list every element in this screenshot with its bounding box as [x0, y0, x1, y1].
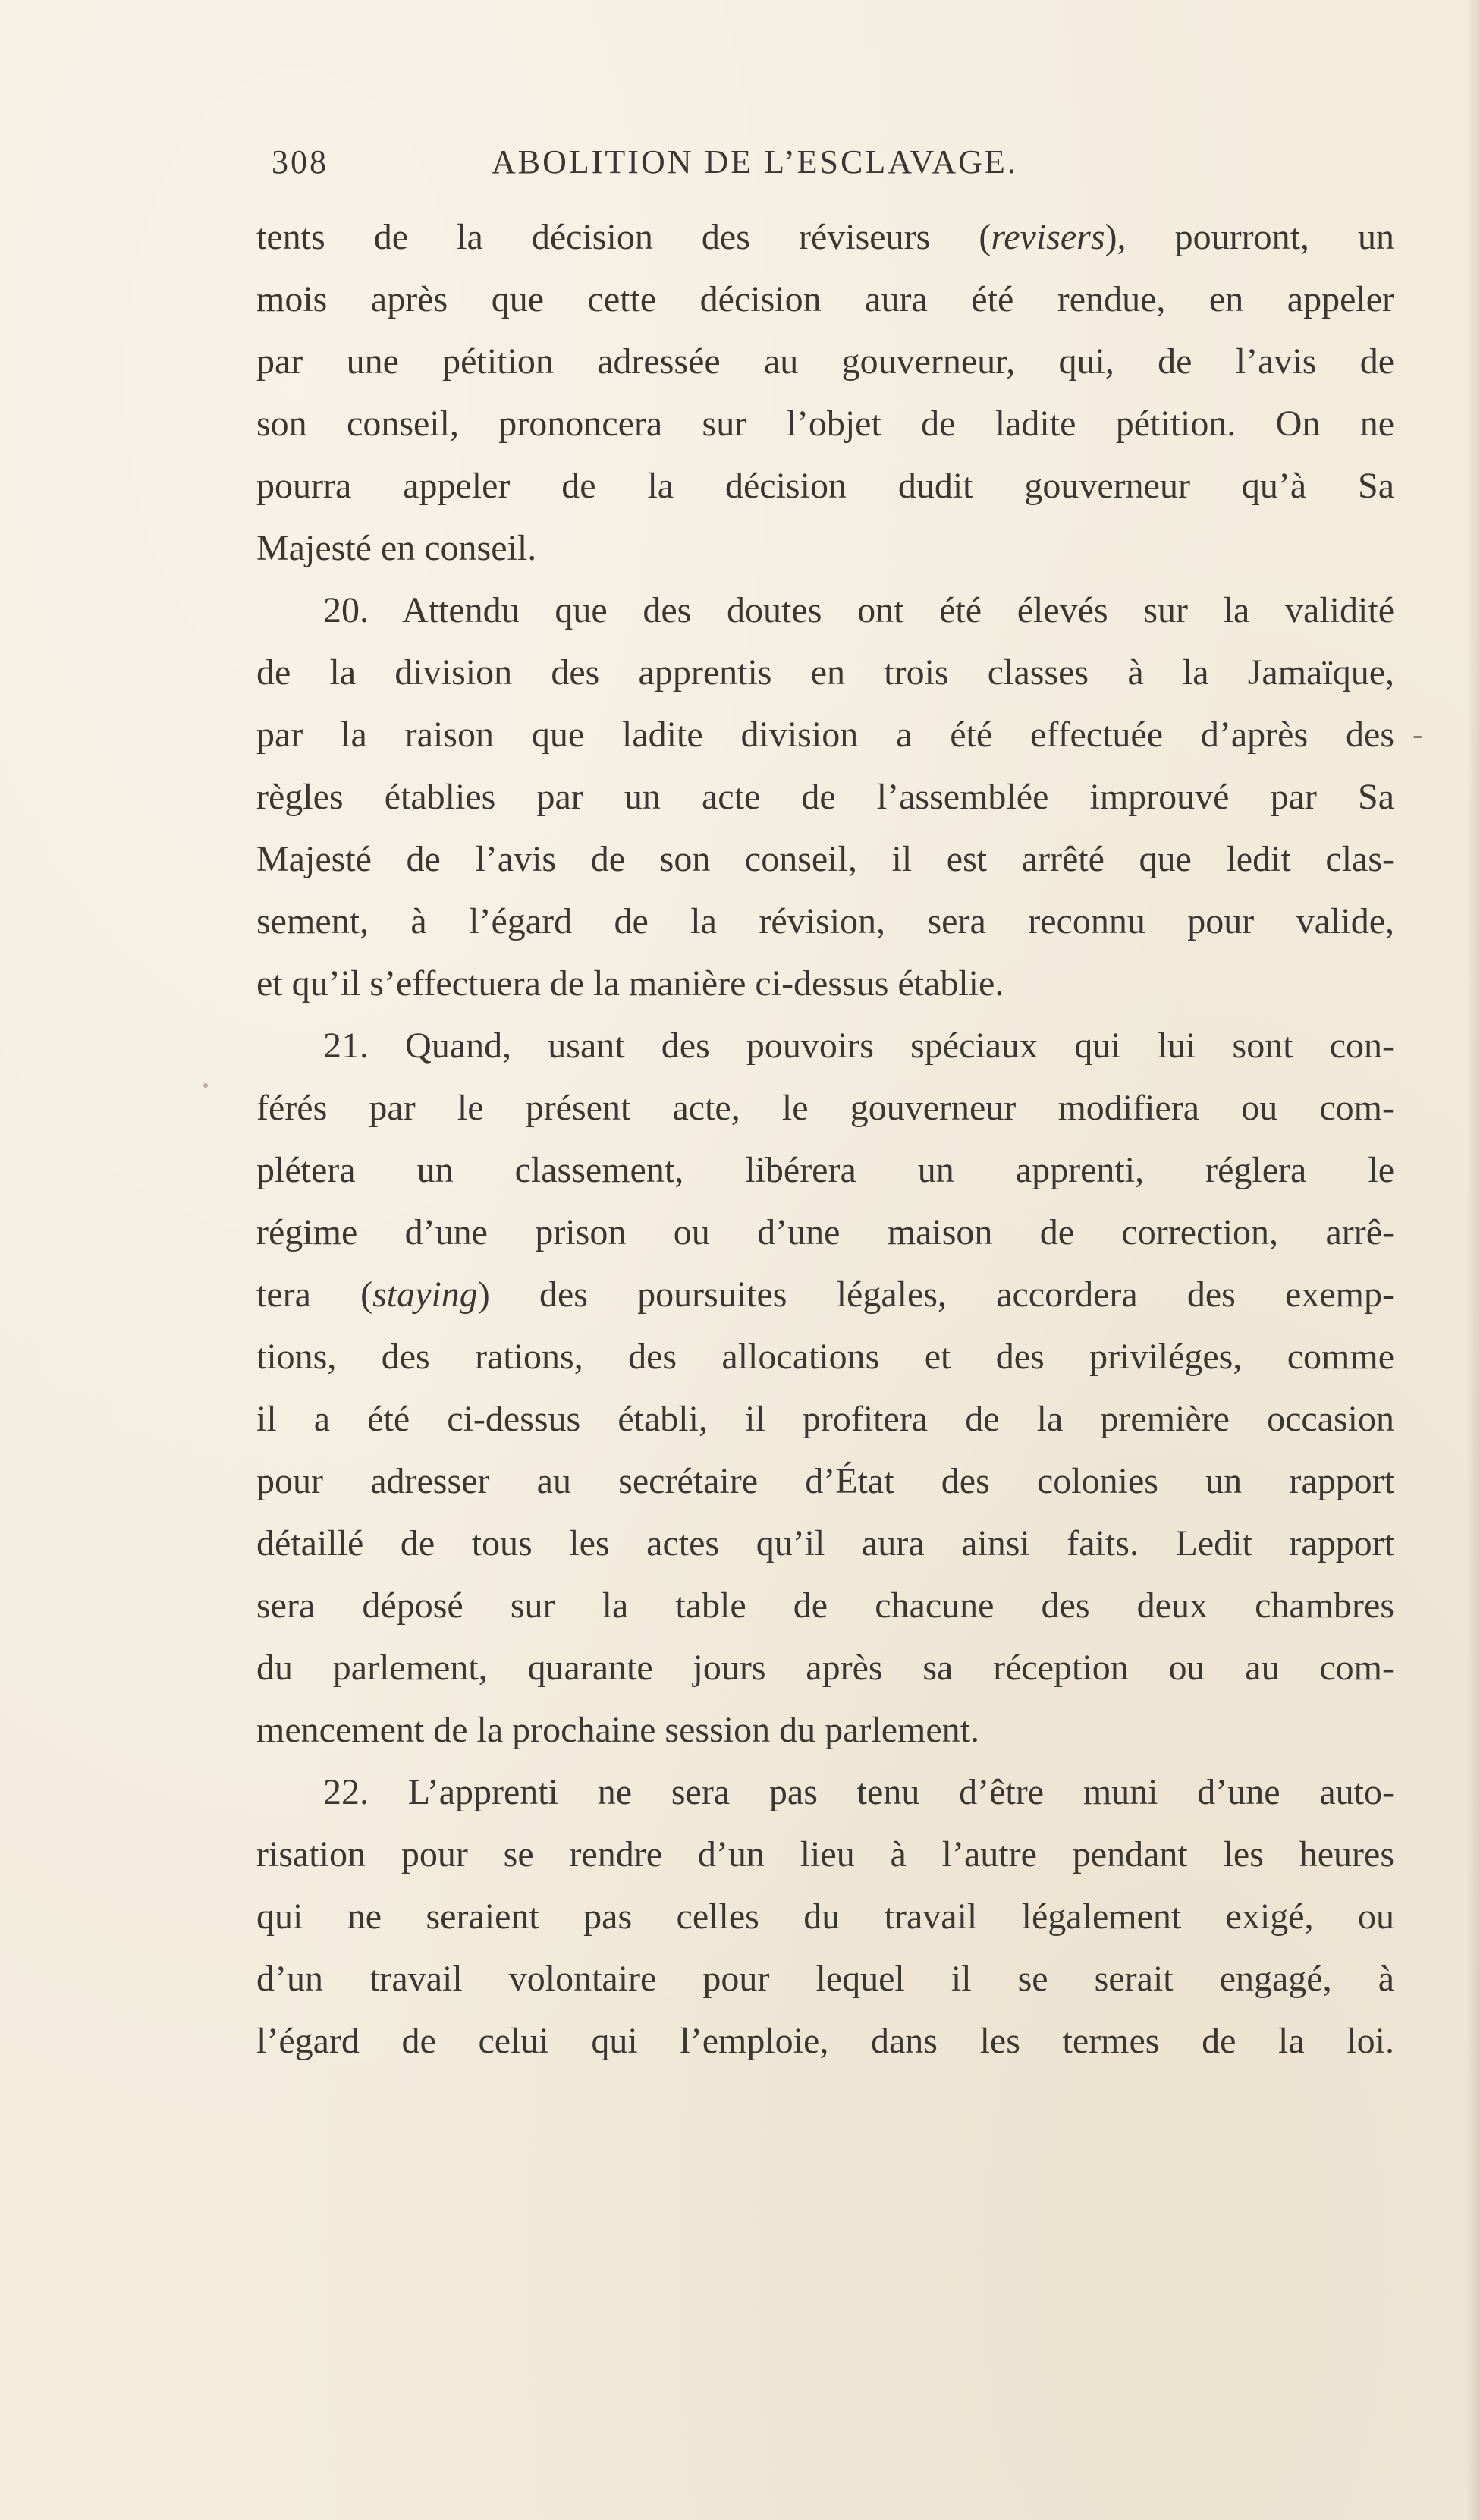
- text-line: et qu’il s’effectuera de la manière ci-dessus établie.: [256, 963, 1004, 1004]
- text-line: mencement de la prochaine session du parlement.: [256, 1710, 979, 1750]
- body-text: [256, 206, 1394, 2072]
- text-line: qui ne seraient pas celles du travail légalement exigé, ou: [256, 1896, 1394, 1937]
- text-line: par une pétition adressée au gouverneur, qui, de l’avis de: [256, 341, 1394, 382]
- text-line: du parlement, quarante jours après sa réception ou au com-: [256, 1648, 1394, 1688]
- text-line: pourra appeler de la décision dudit gouverneur qu’à Sa: [256, 466, 1394, 506]
- text-line: pour adresser au secrétaire d’État des colonies un rapport: [256, 1461, 1394, 1501]
- text-line: détaillé de tous les actes qu’il aura ainsi faits. Ledit rapport: [256, 1523, 1394, 1563]
- margin-speck: [203, 1083, 208, 1088]
- text-line: sement, à l’égard de la révision, sera reconnu pour valide,: [256, 901, 1394, 941]
- paragraph-20-start: 20. Attendu que des doutes ont été élevés sur la validité: [323, 590, 1394, 630]
- text-line: plétera un classement, libérera un apprenti, réglera le: [256, 1150, 1394, 1190]
- text-line: régime d’une prison ou d’une maison de correction, arrê-: [256, 1212, 1394, 1252]
- paragraph-22-start: 22. L’apprenti ne sera pas tenu d’être muni d’une auto-: [323, 1772, 1394, 1812]
- text-line: risation pour se rendre d’un lieu à l’autre pendant les heures: [256, 1834, 1394, 1874]
- text-line: tents de la décision des réviseurs (revisers), pourront, un: [256, 217, 1394, 257]
- text-line: Majesté de l’avis de son conseil, il est arrêté que ledit clas-: [256, 839, 1394, 879]
- text-line: il a été ci-dessus établi, il profitera de la première occasion: [256, 1399, 1394, 1439]
- running-title: ABOLITION DE L’ESCLAVAGE.: [492, 143, 1018, 181]
- text-line: Majesté en conseil.: [256, 528, 537, 568]
- text-line: sera déposé sur la table de chacune des deux chambres: [256, 1585, 1394, 1626]
- running-head: [272, 143, 1167, 188]
- text-line: tions, des rations, des allocations et des priviléges, comme: [256, 1337, 1394, 1377]
- page-edge-shadow: [1466, 0, 1480, 2520]
- text-line: férés par le présent acte, le gouverneur modifiera ou com-: [256, 1088, 1394, 1128]
- page-number: 308: [272, 143, 328, 181]
- text-line: l’égard de celui qui l’emploie, dans les termes de la loi.: [256, 2021, 1394, 2061]
- margin-mark: -: [1412, 717, 1423, 751]
- text-line: son conseil, prononcera sur l’objet de ladite pétition. On ne: [256, 404, 1394, 444]
- text-line: d’un travail volontaire pour lequel il se serait engagé, à: [256, 1959, 1394, 1999]
- text-line: tera (staying) des poursuites légales, accordera des exemp-: [256, 1274, 1394, 1315]
- paragraph-21-start: 21. Quand, usant des pouvoirs spéciaux qui lui sont con-: [323, 1026, 1394, 1066]
- text-line: de la division des apprentis en trois classes à la Jamaïque,: [256, 652, 1394, 693]
- text-line: mois après que cette décision aura été rendue, en appeler: [256, 279, 1394, 319]
- text-line: par la raison que ladite division a été effectuée d’après des: [256, 715, 1394, 755]
- text-line: règles établies par un acte de l’assemblée improuvé par Sa: [256, 777, 1394, 817]
